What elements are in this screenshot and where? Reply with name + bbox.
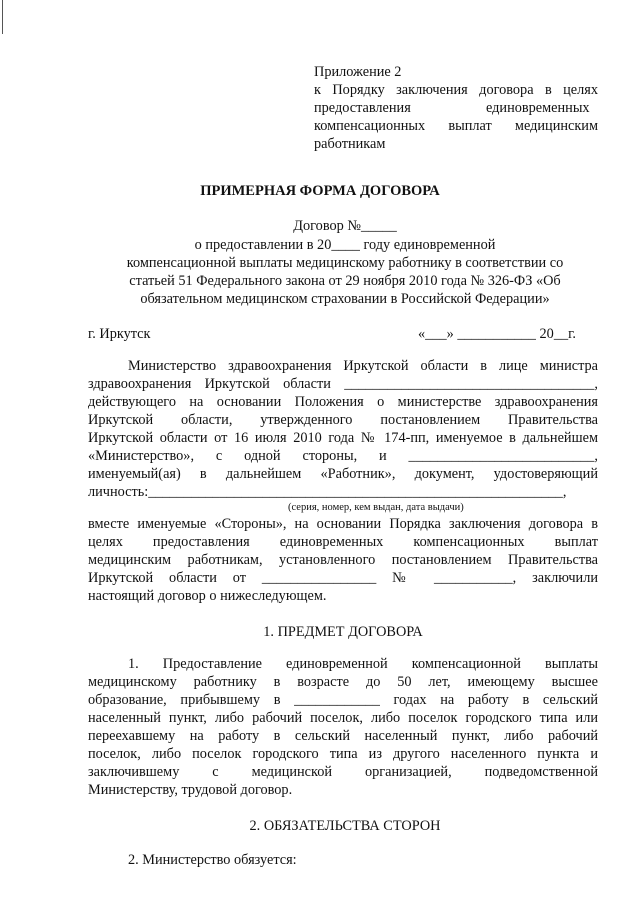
section-1-line-1: 1. Предоставление единовременной компенсационной выплаты — [128, 656, 598, 672]
section-1-line-3: образование, прибывшему в ____________ годах на работу в сельский — [88, 692, 598, 708]
preamble-line-11: медицинским работникам, установленного постановлением Правительства — [88, 552, 598, 568]
preamble-line-2: здравоохранения Иркутской области ___________________________________, — [88, 376, 598, 392]
section-1-line-7: заключившему с медицинской организацией, подведомственной — [88, 764, 598, 780]
section-1-heading: 1. ПРЕДМЕТ ДОГОВОРА — [263, 624, 423, 640]
preamble-line-13: настоящий договор о нижеследующем. — [88, 588, 327, 604]
section-1-line-6: поселок, либо поселок городского типа из другого населенного пункта и — [88, 746, 598, 762]
section-2-heading: 2. ОБЯЗАТЕЛЬСТВА СТОРОН — [249, 818, 441, 834]
preamble-line-4: Иркутской области, утвержденного постановлением Правительства — [88, 412, 598, 428]
scan-edge-mark — [2, 0, 3, 34]
appendix-line-4: компенсационных выплат медицинским — [314, 118, 598, 134]
contract-header-line-2: о предоставлении в 20____ году единовременной — [194, 237, 496, 253]
preamble-line-5: Иркутской области от 16 июля 2010 года № 174-пп, именуемое в дальнейшем — [88, 430, 598, 446]
preamble-line-6: «Министерство», с одной стороны, и __________________________, — [88, 448, 598, 464]
appendix-line-1: Приложение 2 — [314, 64, 402, 80]
preamble-line-12: Иркутской области от ________________ № ___________, заключили — [88, 570, 598, 586]
section-1-line-8: Министерству, трудовой договор. — [88, 782, 293, 798]
appendix-line-2: к Порядку заключения договора в целях — [314, 82, 598, 98]
contract-header-line-4: статьей 51 Федерального закона от 29 ноября 2010 года № 326-ФЗ «Об — [129, 273, 561, 289]
section-2-item-1: 2. Министерство обязуется: — [128, 852, 297, 868]
contract-header-line-3: компенсационной выплаты медицинскому работнику в соответствии со — [126, 255, 564, 271]
document-title: ПРИМЕРНАЯ ФОРМА ДОГОВОРА — [200, 183, 440, 199]
id-document-hint: (серия, номер, кем выдан, дата выдачи) — [288, 502, 464, 513]
preamble-line-7: именуемый(ая) в дальнейшем «Работник», документ, удостоверяющий — [88, 466, 598, 482]
section-1-line-2: медицинскому работнику в возрасте до 50 лет, имеющему высшее — [88, 674, 598, 690]
section-1-line-4: населенный пункт, либо рабочий поселок, либо поселок городского типа или — [88, 710, 598, 726]
appendix-line-5: работникам — [314, 136, 386, 152]
appendix-line-3b: единовременных — [486, 100, 590, 116]
section-1-line-5: переехавшему на работу в сельский населенный пункт, либо рабочий — [88, 728, 598, 744]
preamble-line-8: личность:__________________________________________________________, — [88, 484, 567, 500]
contract-header-line-5: обязательном медицинском страховании в Российской Федерации» — [140, 291, 550, 307]
date-field: «___» ___________ 20__г. — [418, 326, 576, 342]
place-label: г. Иркутск — [88, 326, 151, 342]
preamble-line-9: вместе именуемые «Стороны», на основании Порядка заключения договора в — [88, 516, 598, 532]
preamble-line-10: целях предоставления единовременных компенсационных выплат — [88, 534, 598, 550]
contract-number: Договор №_____ — [293, 218, 397, 234]
appendix-line-3a: предоставления — [314, 100, 411, 116]
preamble-line-1: Министерство здравоохранения Иркутской области в лице министра — [128, 358, 598, 374]
preamble-line-3: действующего на основании Положения о министерстве здравоохранения — [88, 394, 598, 410]
